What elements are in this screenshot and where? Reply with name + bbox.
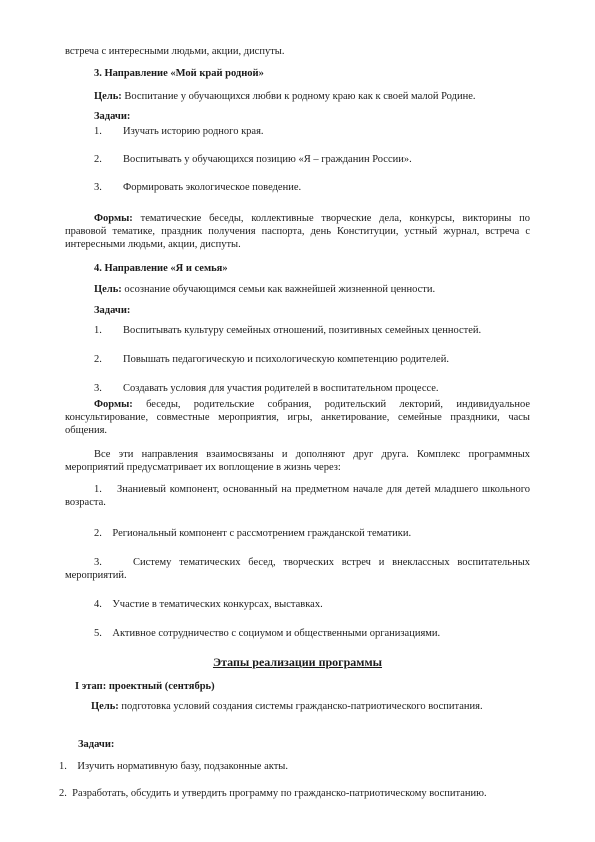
- stage-1-tasks-label: Задачи:: [78, 739, 115, 750]
- goal-label: Цель:: [91, 701, 119, 712]
- section-3-heading: 3. Направление «Мой край родной»: [94, 68, 264, 79]
- section-3-goal: [94, 90, 544, 103]
- section-4-tasks-label: Задачи:: [94, 305, 131, 316]
- list-item: 3. Создавать условия для участия родителей в воспитательном процессе.: [94, 383, 439, 394]
- list-item: 2. Разработать, обсудить и утвердить программу по гражданско-патриотическому воспитанию.: [59, 788, 487, 799]
- goal-text: осознание обучающимся семьи как важнейшей жизненной ценности.: [121, 284, 436, 295]
- section-3-tasks-label: Задачи:: [94, 111, 131, 122]
- goal-text: подготовка условий создания системы гражданско-патриотического воспитания.: [118, 701, 483, 712]
- list-item: 1. Знаниевый компонент, основанный на предметном начале для детей младшего школьного возраста.: [65, 484, 531, 508]
- list-item: 1. Воспитывать культуру семейных отношений, позитивных семейных ценностей.: [94, 325, 482, 336]
- section-4-heading: 4. Направление «Я и семья»: [94, 263, 228, 274]
- list-item: 2. Повышать педагогическую и психологическую компетенцию родителей.: [94, 354, 449, 365]
- stages-title: Этапы реализации программы: [212, 655, 383, 669]
- forms-label: Формы:: [94, 213, 133, 224]
- list-item: 1. Изучить нормативную базу, подзаконные акты.: [59, 761, 288, 772]
- list-item: 1. Изучать историю родного края.: [94, 126, 264, 137]
- list-item: 4. Участие в тематических конкурсах, выставках.: [94, 599, 323, 610]
- goal-text: Воспитание у обучающихся любви к родному краю как к своей малой Родине.: [121, 91, 476, 102]
- forms-text: беседы, родительские собрания, родительский лекторий, индивидуальное консультирование, совместные мероприятия, игры, анкетирование, семейные праздники, часы общения.: [65, 399, 530, 436]
- section-4-forms: [65, 398, 530, 437]
- continued-text: встреча с интересными людьми, акции, диспуты.: [65, 46, 285, 57]
- forms-label: Формы:: [94, 399, 133, 410]
- stage-1-goal: [65, 700, 530, 713]
- forms-text: тематические беседы, коллективные творческие дела, конкурсы, викторины по правовой тематике, праздник получения паспорта, день Конституции, устный журнал, встреча с интересными людьми, акции, диспуты.: [65, 213, 530, 250]
- stage-1-heading: I этап: проектный (сентябрь): [75, 681, 215, 692]
- list-item: 2. Региональный компонент с рассмотрением гражданской тематики.: [94, 528, 412, 539]
- section-3-forms: [65, 212, 530, 251]
- section-4-goal: [94, 283, 544, 296]
- components-intro: Все эти направления взаимосвязаны и дополняют друг друга. Комплекс программных мероприятий предусматривает их воплощение в жизнь через:: [65, 449, 530, 473]
- goal-label: Цель:: [94, 91, 122, 102]
- goal-label: Цель:: [94, 284, 122, 295]
- list-item: 3. Систему тематических бесед, творческих встреч и внеклассных воспитательных мероприятий.: [65, 557, 530, 581]
- list-item: 5. Активное сотрудничество с социумом и общественными организациями.: [94, 628, 441, 639]
- list-item: 3. Формировать экологическое поведение.: [94, 182, 302, 193]
- list-item: 2. Воспитывать у обучающихся позицию «Я – гражданин России».: [94, 154, 412, 165]
